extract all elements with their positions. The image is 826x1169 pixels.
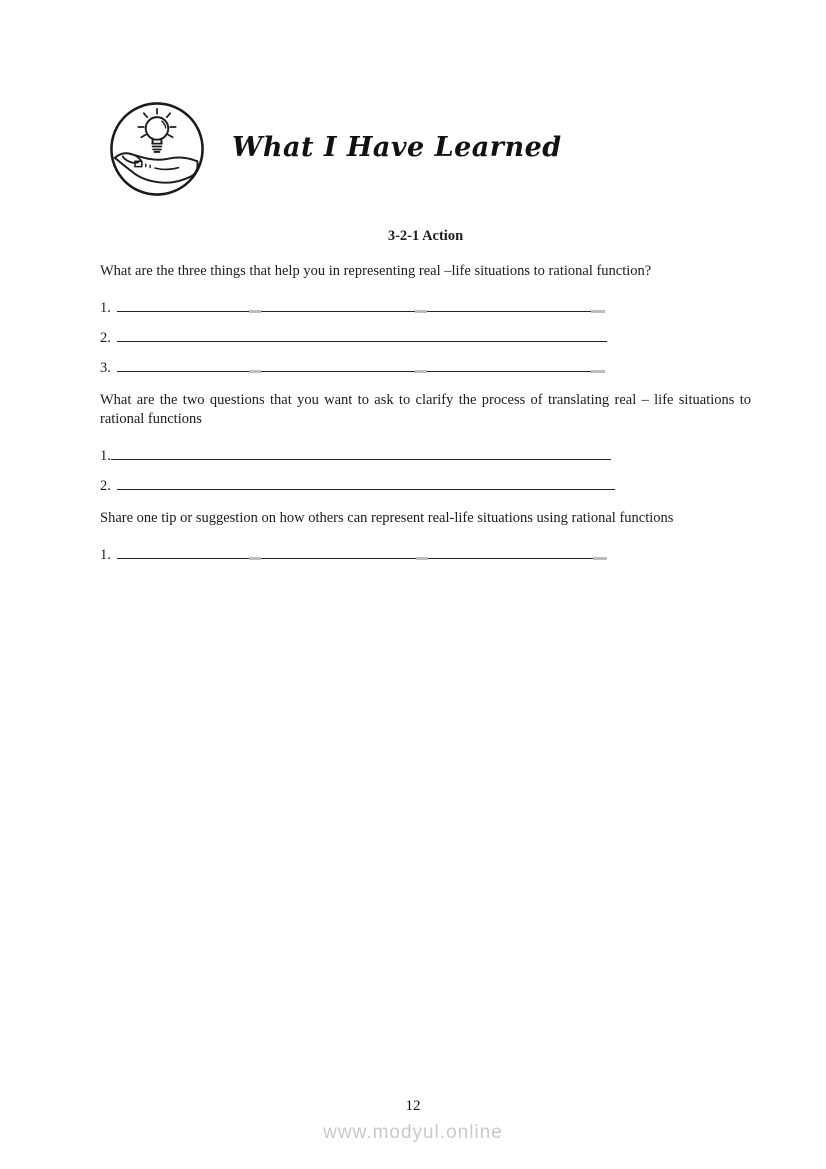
question-3-text: Share one tip or suggestion on how others can represent real-life situations using rational functions — [100, 510, 674, 526]
blank-line — [117, 295, 605, 312]
blank-line — [117, 355, 605, 372]
page-number: 12 — [405, 1098, 421, 1114]
question-2-text: What are the two questions that you want to ask to clarify the process of translating real – life situations to rational functions — [100, 392, 751, 427]
blank-number: 1. — [100, 448, 111, 464]
section-header — [108, 100, 562, 198]
blank-line — [117, 473, 615, 490]
worksheet-content — [100, 227, 751, 578]
blank-number: 1. — [100, 547, 111, 563]
blank-line — [111, 443, 611, 460]
blank-number: 3. — [100, 360, 111, 376]
watermark-text: www.modyul.online — [323, 1122, 503, 1143]
blank-row — [100, 355, 751, 375]
blank-row — [100, 542, 751, 562]
question-1-text: What are the three things that help you in representing real –life situations to rational function? — [100, 263, 652, 279]
question-3-blanks — [100, 542, 751, 562]
blank-row — [100, 473, 751, 493]
blank-row — [100, 325, 751, 345]
question-2-blanks — [100, 443, 751, 493]
activity-heading: 3-2-1 Action — [387, 228, 464, 244]
blank-number: 2. — [100, 330, 111, 346]
blank-line — [117, 325, 607, 342]
blank-row — [100, 443, 751, 463]
page-title: What I Have Learned — [232, 131, 562, 163]
blank-line — [117, 542, 607, 559]
blank-row — [100, 295, 751, 315]
blank-number: 1. — [100, 300, 111, 316]
question-1-blanks — [100, 295, 751, 375]
lightbulb-in-hand-icon — [108, 100, 206, 198]
blank-number: 2. — [100, 478, 111, 494]
